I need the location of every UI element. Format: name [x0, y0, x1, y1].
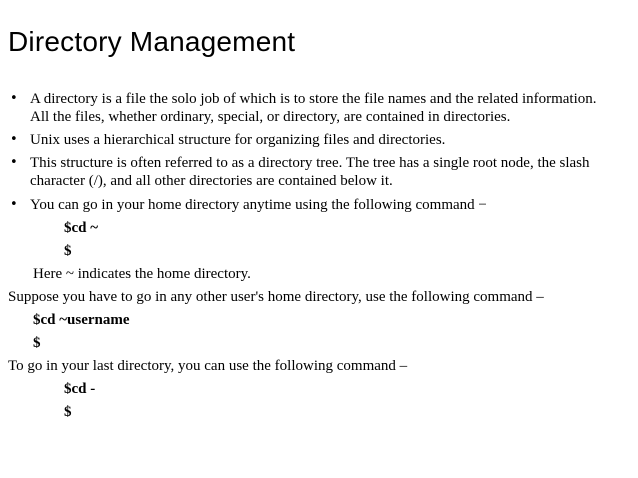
bullet-1-line-1: A directory is a file the solo job of which is to store the file names and the related information. — [30, 91, 597, 107]
home-note: Here ~ indicates the home directory. — [33, 266, 251, 282]
last-dir-command: $cd - — [64, 381, 96, 397]
bullet-icon: • — [10, 197, 18, 212]
bullet-2-line-1: Unix uses a hierarchical structure for organizing files and directories. — [30, 132, 446, 148]
bullet-3-line-2: character (/), and all other directories are contained below it. — [30, 173, 393, 189]
slide-title: Directory Management — [8, 26, 296, 57]
bullet-4-line-1: You can go in your home directory anytime using the following command − — [30, 197, 487, 213]
last-dir-prompt: $ — [64, 404, 72, 420]
bullet-icon: • — [10, 132, 18, 147]
other-user-command: $cd ~username — [33, 312, 130, 328]
other-user-prompt: $ — [33, 335, 41, 351]
last-dir-text: To go in your last directory, you can use the following command – — [8, 358, 408, 374]
bullet-3-line-1: This structure is often referred to as a directory tree. The tree has a single root node, the slash — [30, 155, 590, 171]
home-command: $cd ~ — [64, 220, 99, 236]
bullet-1-line-2: All the files, whether ordinary, special, or directory, are contained in directories. — [30, 109, 511, 125]
bullet-icon: • — [10, 91, 18, 106]
other-user-text: Suppose you have to go in any other user's home directory, use the following command – — [8, 289, 544, 305]
home-prompt: $ — [64, 243, 72, 259]
bullet-icon: • — [10, 155, 18, 170]
